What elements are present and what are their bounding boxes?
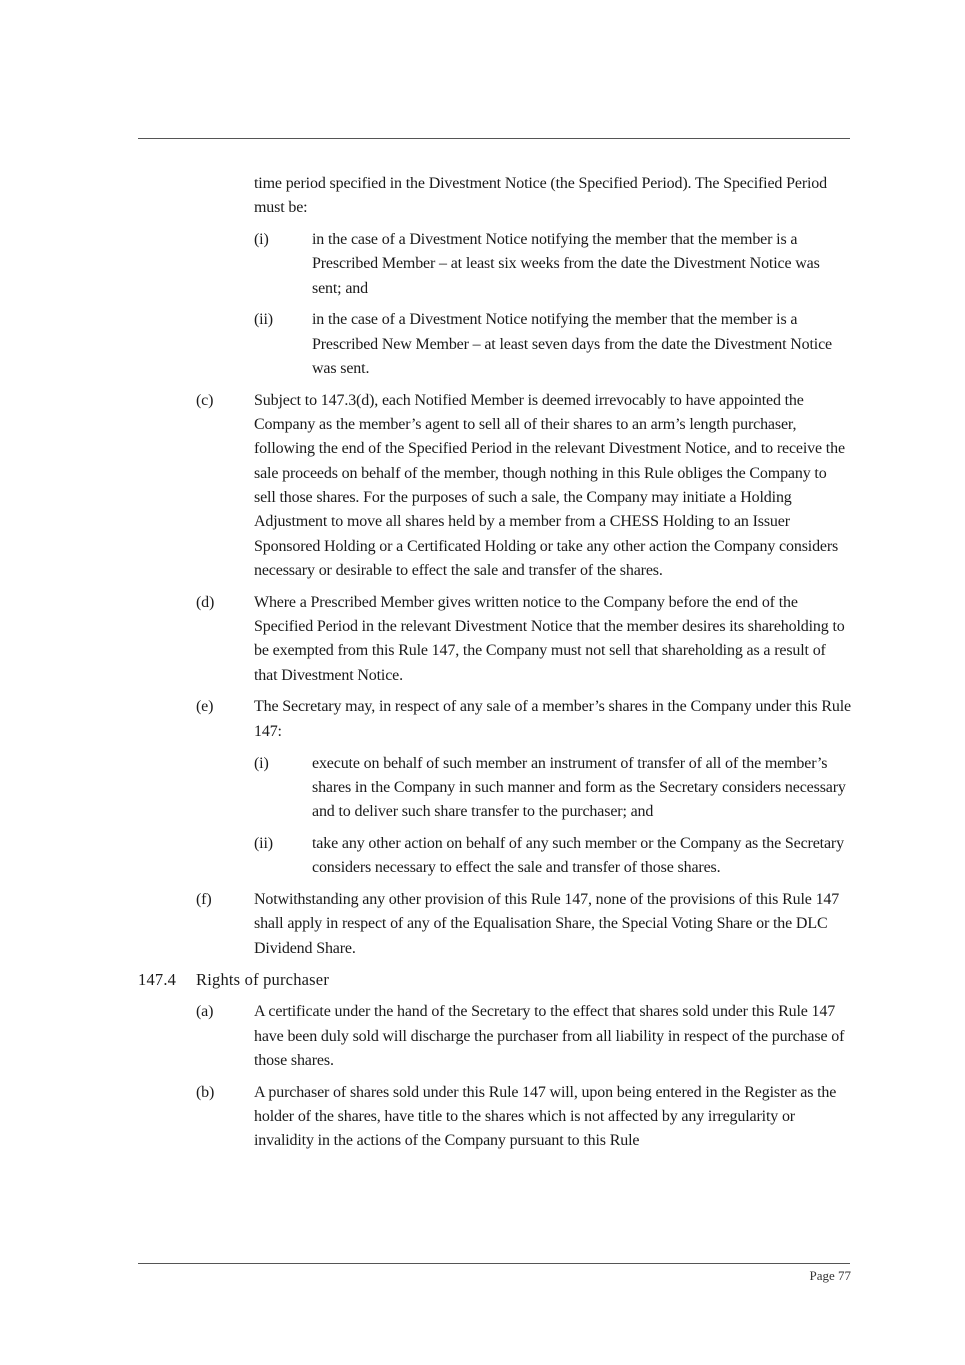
header-rule [138,138,850,139]
list-item-e-i [138,752,852,825]
list-item-b-i [138,228,852,301]
section-title: Rights of purchaser [196,970,330,990]
item-text: Subject to 147.3(d), each Notified Member is deemed irrevocably to have appointed the Company as the member’s agent to sell all of their shares to an arm’s length purchaser, following the end of the Specified Period in the relevant Divestment Notice, and to receive the sale proceeds on behalf of the member, though nothing in this Rule obliges the Company to sell those shares. For the purposes of such a sale, the Company may initiate a Holding Adjustment to move all shares held by a member from a CHESS Holding to an Issuer Sponsored Holding or a Certificated Holding or take any other action the Company considers necessary or desirable to effect the sale and transfer of the shares. [254,391,845,579]
list-item-b-ii [138,308,852,381]
item-label: (a) [196,1003,214,1021]
item-label: (f) [196,891,212,909]
list-item-a [138,1000,852,1073]
item-label: (e) [196,698,214,716]
item-text: Where a Prescribed Member gives written notice to the Company before the end of the Specified Period in the relevant Divestment Notice that the member desires its shareholding to be exempted from this Rule 147, the Company must not sell that shareholding as a result of that Divestment Notice. [254,593,845,684]
page-number: Page 77 [809,1268,851,1283]
list-item-e [138,695,852,744]
item-text: A certificate under the hand of the Secretary to the effect that shares sold under this Rule 147 have been duly sold will discharge the purchaser from all liability in respect of the purchase of those shares. [254,1003,845,1069]
item-text: in the case of a Divestment Notice notifying the member that the member is a Prescribed Member – at least six weeks from the date the Divestment Notice was sent; and [312,231,820,297]
item-text: A purchaser of shares sold under this Rule 147 will, upon being entered in the Register as the holder of the shares, have title to the shares which is not affected by any irregularity or invalidity in the actions of the Company pursuant to this Rule [254,1083,837,1150]
item-text: Notwithstanding any other provision of this Rule 147, none of the provisions of this Rule 147 shall apply in respect of any of the Equalisation Share, the Special Voting Share or the DLC Dividend Share. [254,891,840,957]
list-item-d [138,591,852,688]
footer-rule [138,1263,850,1264]
item-label: (b) [196,1083,215,1101]
list-item-c [138,389,852,583]
item-text: take any other action on behalf of any such member or the Company as the Secretary considers necessary to effect the sale and transfer of those shares. [312,834,844,877]
section-number: 147.4 [138,970,177,990]
item-text: execute on behalf of such member an instrument of transfer of all of the member’s shares in the Company in such manner and form as the Secretary considers necessary and to deliver such share transfer to the purchaser; and [312,754,846,821]
list-item-e-ii [138,832,852,881]
document-body [138,172,852,1161]
item-label: (d) [196,593,215,611]
continuation-paragraph: time period specified in the Divestment Notice (the Specified Period). The Specified Period must be: [254,175,827,217]
item-label: (ii) [254,311,273,329]
list-item-f [138,888,852,961]
item-label: (i) [254,754,269,772]
section-heading-147-4 [138,968,852,992]
item-label: (ii) [254,834,273,852]
item-label: (i) [254,231,269,249]
list-item-b [138,1081,852,1154]
item-text: The Secretary may, in respect of any sale of a member’s shares in the Company under this Rule 147: [254,698,851,740]
item-text: in the case of a Divestment Notice notifying the member that the member is a Prescribed New Member – at least seven days from the date the Divestment Notice was sent. [312,311,832,378]
item-label: (c) [196,391,214,409]
